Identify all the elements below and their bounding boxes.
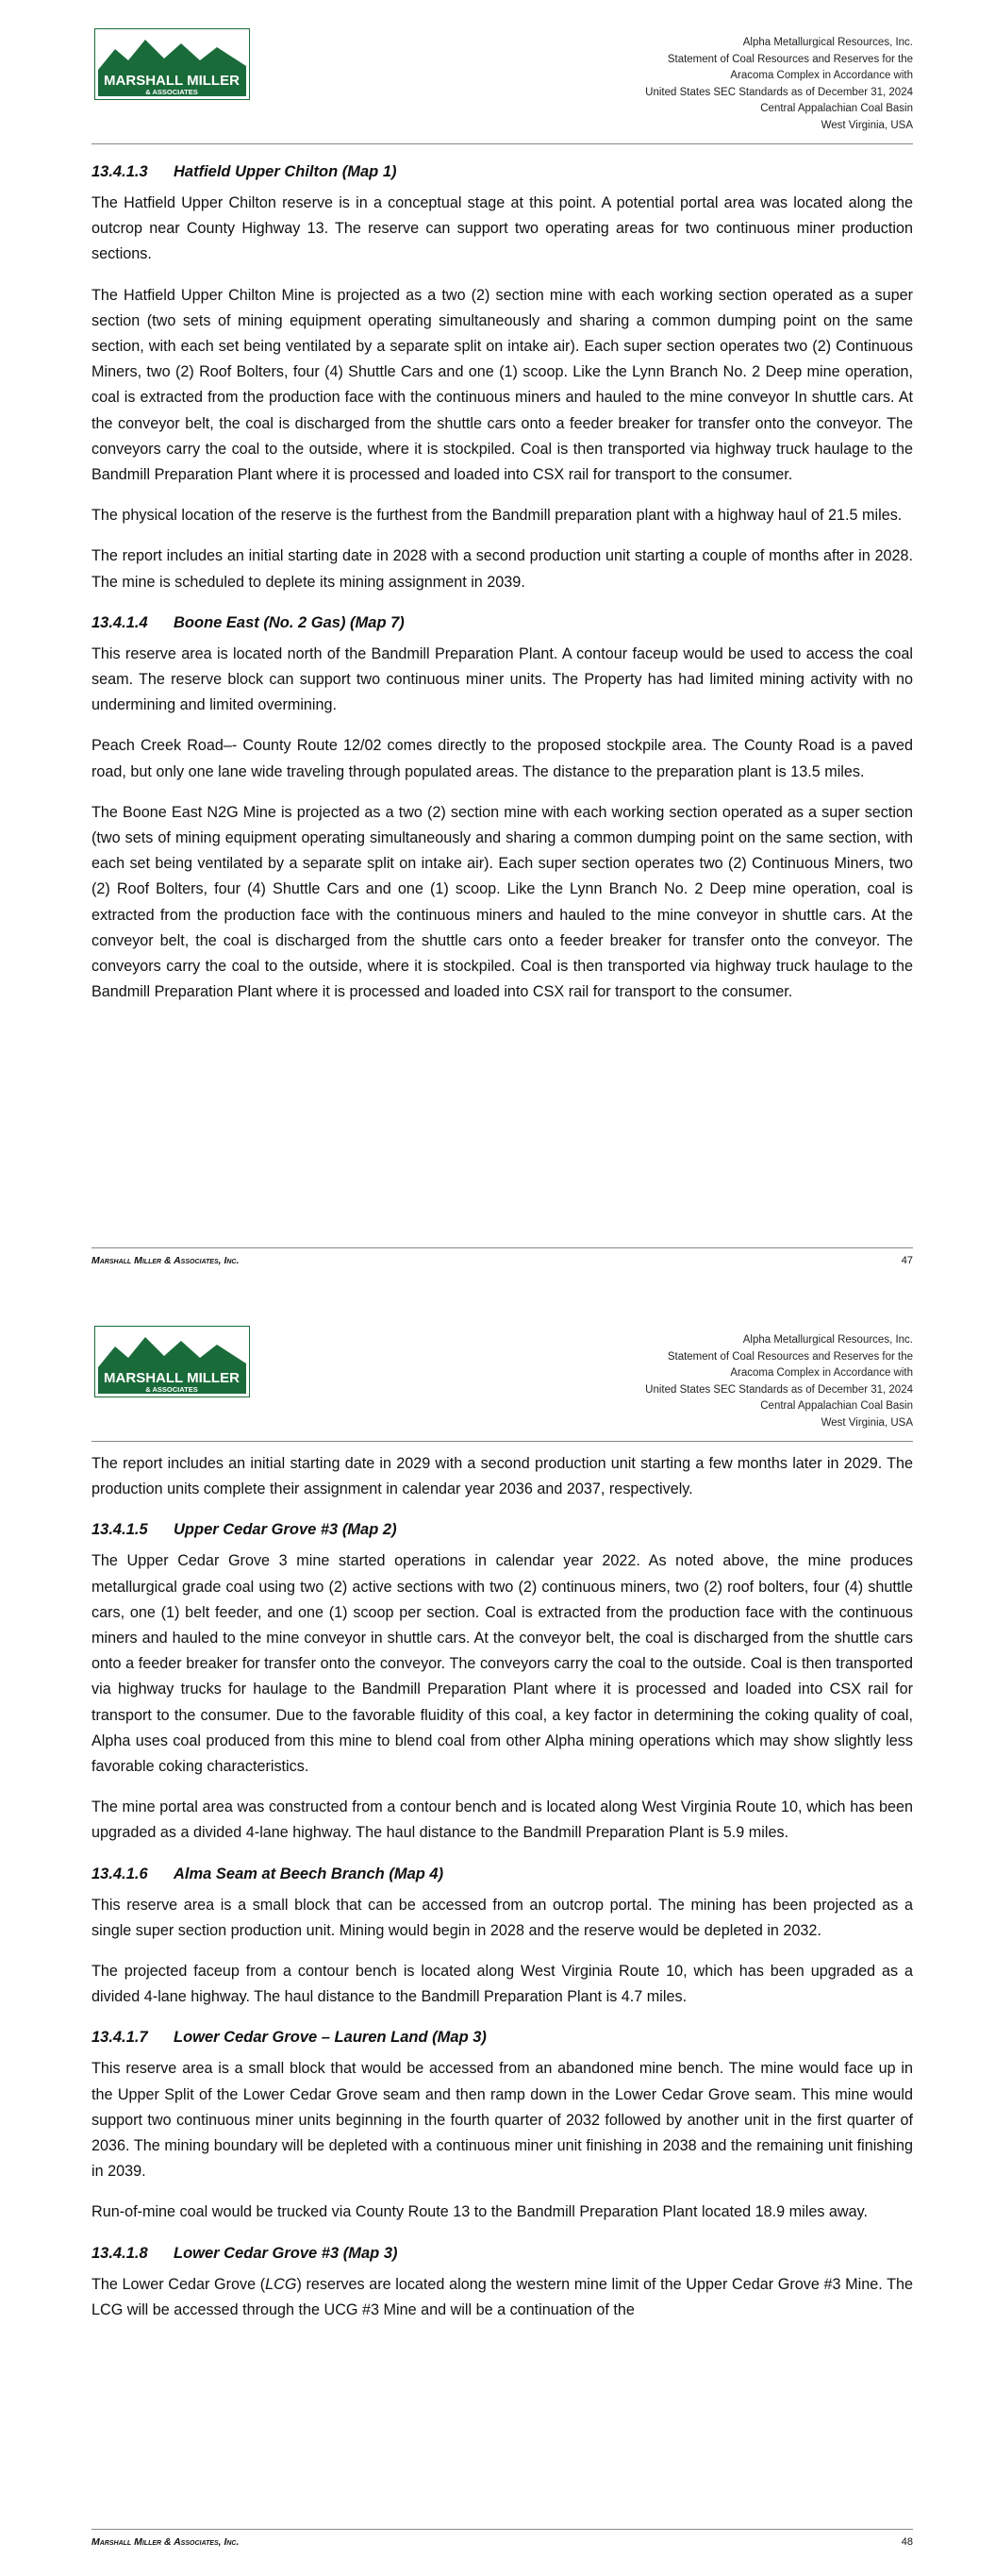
paragraph: The Hatfield Upper Chilton Mine is projected as a two (2) section mine with each working section operated as a super section (two sets of mining equipment operating simultaneously and sharing a common dumping point on the same section, with each set being ventilated by a separate split on intake air). Each super section operates two (2) Continuous Miners, two (2) Roof Bolters, four (4) Shuttle Cars and one (1) scoop. Like the Lynn Branch No. 2 Deep mine operation, coal is extracted from the production face with the continuous miners and hauled to the mine conveyor In shuttle cars. At the conveyor belt, the coal is discharged from the shuttle cars onto a feeder breaker for transfer onto the conveyor. The conveyors carry the coal to the outside, where it is stockpiled. Coal is then transported via highway truck haulage to the Bandmill Preparation Plant where it is processed and loaded into CSX rail for transport to the consumer. [91,286,913,484]
page-footer [91,1247,913,1276]
section-heading-hatfield [91,159,913,185]
header-line-1: Alpha Metallurgical Resources, Inc. [742,1334,913,1346]
footer-company: Marshall Miller & Associates, Inc. [91,2536,240,2548]
paragraph: This reserve area is located north of the Bandmill Preparation Plant. A contour faceup would be used to access the coal seam. The reserve block can support two continuous miner units. The Property has had limited mining activity with no undermining and limited overmining. [91,644,913,714]
section-number: 13.4.1.6 [91,1865,148,1882]
section-number: 13.4.1.8 [91,2244,148,2262]
header-line-4: United States SEC Standards as of December 31, 2024 [645,1383,913,1396]
header-line-6: West Virginia, USA [821,1416,913,1429]
section-number: 13.4.1.3 [91,163,148,180]
page-body [91,1451,913,2338]
page-number: 47 [901,1255,913,1266]
abbreviation: LCG [265,2275,297,2293]
section-heading-upper-cedar-grove [91,1517,913,1543]
company-logo [94,1326,250,1397]
header-line-3: Aracoma Complex in Accordance with [730,1367,913,1379]
paragraph: The projected faceup from a contour bench is located along West Virginia Route 10, which has been upgraded as a divided 4-lane highway. The haul distance to the Bandmill Preparation Plant is 4.7 miles. [91,1963,913,2006]
footer-divider [91,1247,913,1248]
header-line-5: Central Appalachian Coal Basin [760,1400,913,1412]
logo-text-main: MARSHALL MILLER [104,1370,240,1386]
text-run: The Lower Cedar Grove ( [91,2275,266,2293]
header-line-1: Alpha Metallurgical Resources, Inc. [742,37,913,48]
section-title: Hatfield Upper Chilton (Map 1) [174,163,397,180]
logo-text-sub: & ASSOCIATES [145,88,198,96]
header-divider [91,1441,913,1442]
section-heading-lower-cedar-grove-lauren [91,2025,913,2050]
section-heading-lower-cedar-grove-3 [91,2241,913,2267]
header-line-5: Central Appalachian Coal Basin [760,103,913,114]
section-number: 13.4.1.7 [91,2029,148,2047]
header-line-4: United States SEC Standards as of December 31, 2024 [645,86,913,98]
paragraph: The mine portal area was constructed from a contour bench and is located along West Virginia Route 10, which has been upgraded as a divided 4-lane highway. The haul distance to the Bandmill Preparation Plant is 5.9 miles. [91,1798,913,1842]
page-48 [0,1297,995,2576]
page-body [91,156,913,1020]
footer-divider [91,2529,913,2530]
section-title: Lower Cedar Grove – Lauren Land (Map 3) [174,2029,487,2047]
page-footer [91,2529,913,2557]
paragraph: The report includes an initial starting date in 2028 with a second production unit starting a couple of months after in 2028. The mine is scheduled to deplete its mining assignment in 2039. [91,547,913,591]
logo-text-main: MARSHALL MILLER [104,73,240,89]
paragraph: The report includes an initial starting date in 2029 with a second production unit starting a few months later in 2029. The production units complete their assignment in calendar year 2036 and 2037, respectively. [91,1455,913,1498]
paragraph: The physical location of the reserve is the furthest from the Bandmill preparation plant with a highway haul of 21.5 miles. [91,507,903,525]
section-number: 13.4.1.5 [91,1521,148,1539]
section-number: 13.4.1.4 [91,613,148,631]
page-number: 48 [901,2536,913,2548]
paragraph: The Upper Cedar Grove 3 mine started operations in calendar year 2022. As noted above, the mine produces metallurgical grade coal using two (2) active sections with two (2) continuous miners, two (2) roof bolters, four (4) shuttle cars, one (1) belt feeder, and one (1) scoop per section. Coal is extracted from the production face with the continuous miners and hauled to the mine conveyor in shuttle cars. At the conveyor belt, the coal is discharged from the shuttle cars onto a feeder breaker for transfer onto the conveyor. The conveyors carry the coal to the outside. Coal is then transported via highway trucks for haulage to the Bandmill Preparation Plant where it is processed and loaded into CSX rail for transport to the consumer. Due to the favorable fluidity of this coal, a key factor in determining the coking quality of coal, Alpha uses coal produced from this mine to blend coal from other Alpha mining operations which may show slightly less favorable coking characteristics. [91,1552,913,1776]
header-divider [91,143,913,144]
paragraph: Run-of-mine coal would be trucked via County Route 13 to the Bandmill Preparation Plant located 18.9 miles away. [91,2203,869,2221]
paragraph [91,2272,913,2323]
page-header [0,0,995,151]
paragraph: This reserve area is a small block that would be accessed from an abandoned mine bench. The mine would face up in the Upper Split of the Lower Cedar Grove seam and then ramp down in the Lower Cedar Grove seam. This mine would support two continuous miner units beginning in the fourth quarter of 2032 followed by another unit in the first quarter of 2036. The mining boundary will be depleted with a continuous miner unit finishing in 2038 and the remaining unit finishing in 2039. [91,2060,913,2181]
section-title: Alma Seam at Beech Branch (Map 4) [174,1865,444,1882]
section-title: Lower Cedar Grove #3 (Map 3) [174,2244,398,2262]
paragraph: Peach Creek Road–- County Route 12/02 comes directly to the proposed stockpile area. The County Road is a paved road, but only one lane wide traveling through populated areas. The distance to the preparation plant is 13.5 miles. [91,737,913,780]
page-header [0,1297,995,1448]
header-line-2: Statement of Coal Resources and Reserves for the [667,53,913,65]
text-run: ) reserves are located along the western mine limit of the Upper Cedar Grove #3 Mine. The LCG will be accessed through the UCG #3 Mine and will be a continuation of the [91,2275,913,2318]
paragraph: This reserve area is a small block that can be accessed from an outcrop portal. The mining has been projected as a single super section production unit. Mining would begin in 2028 and the reserve would be depleted in 2032. [91,1896,913,1939]
section-heading-boone-east [91,611,913,636]
paragraph: The Hatfield Upper Chilton reserve is in a conceptual stage at this point. A potential portal area was located along the outcrop near County Highway 13. The reserve can support two operating areas for two continuous miner production sections. [91,194,913,263]
section-heading-alma-seam [91,1862,913,1887]
header-line-6: West Virginia, USA [821,119,913,131]
footer-company: Marshall Miller & Associates, Inc. [91,1255,240,1266]
section-title: Upper Cedar Grove #3 (Map 2) [174,1521,397,1539]
header-text [645,1332,913,1431]
header-line-3: Aracoma Complex in Accordance with [730,70,913,81]
logo-text-sub: & ASSOCIATES [145,1385,198,1394]
header-text [645,35,913,134]
header-line-2: Statement of Coal Resources and Reserves for the [667,1350,913,1363]
paragraph: The Boone East N2G Mine is projected as a two (2) section mine with each working section operated as a super section (two sets of mining equipment operating simultaneously and sharing a common dumping point on the same section, with each set being ventilated by a separate split on intake air). Each super section operates two (2) Continuous Miners, two (2) Roof Bolters, four (4) Shuttle Cars and one (1) scoop. Like the Lynn Branch No. 2 Deep mine operation, coal is extracted from the production face with the continuous miners and hauled to the mine conveyor in shuttle cars. At the conveyor belt, the coal is discharged from the shuttle cars onto a feeder breaker for transfer onto the conveyor. The conveyors carry the coal to the outside, where it is stockpiled. Coal is then transported via highway truck haulage to the Bandmill Preparation Plant where it is processed and loaded into CSX rail for transport to the consumer. [91,803,913,1001]
section-title: Boone East (No. 2 Gas) (Map 7) [174,613,405,631]
company-logo [94,28,250,100]
